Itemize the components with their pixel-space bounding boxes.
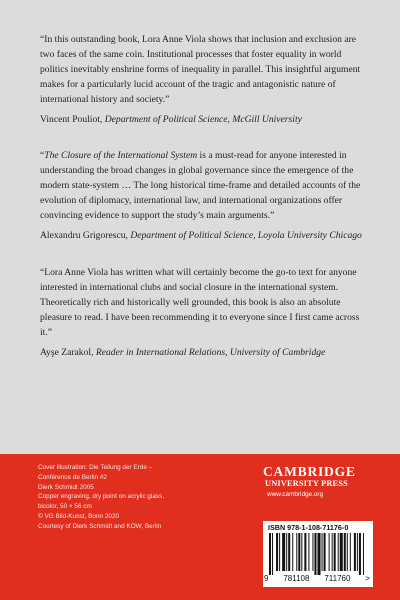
- barcode-bar: [279, 533, 280, 571]
- barcode-digit-group-right: 711760: [324, 574, 351, 583]
- reviewer-role-1: Department of Political Science, McGill University: [104, 114, 302, 125]
- review-quote-3-text: “Lora Anne Viola has written what will certainly become the go-to text for anyone interested in international clubs and social closure in the international system. Theoretically rich and historically well grounded, this book is also an absolute pleasure to read. I have been recommending it to everyone since I first came across it.”: [40, 267, 360, 338]
- barcode-bar: [317, 533, 320, 575]
- barcode-add-on: >: [365, 574, 370, 583]
- barcode-bars: [269, 533, 367, 575]
- credit-line: Dierk Schmidt 2005: [38, 483, 94, 491]
- barcode-bar: [354, 533, 356, 571]
- review-attribution-2: [40, 228, 370, 243]
- barcode-bar: [308, 533, 309, 571]
- barcode-bar: [296, 533, 297, 571]
- credit-line: bicolor, 50 × 56 cm: [38, 503, 92, 511]
- review-quote-1: [40, 32, 370, 107]
- review-quote-3: [40, 265, 370, 340]
- barcode-bar: [363, 533, 364, 575]
- reviewer-name-1: Vincent Pouliot,: [40, 114, 105, 125]
- reviewer-name-2: Alexandru Grigorescu,: [40, 230, 131, 241]
- cover-illustration-credits: [38, 463, 248, 532]
- reviews-section: [40, 32, 370, 360]
- publisher-name: CAMBRIDGE: [263, 464, 356, 479]
- barcode-digit-prefix: 9: [264, 574, 269, 583]
- review-attribution-3: [40, 345, 370, 360]
- credit-line: Conférence de Berlin #2: [38, 473, 107, 481]
- publisher-subtitle: UNIVERSITY PRESS: [265, 479, 348, 488]
- barcode-digit-group-left: 781108: [283, 574, 310, 583]
- reviewer-role-2: Department of Political Science, Loyola University Chicago: [130, 230, 362, 241]
- barcode-bar: [282, 533, 285, 571]
- barcode-bar: [332, 533, 333, 571]
- barcode-bar: [298, 533, 300, 571]
- review-quote-2: [40, 148, 370, 223]
- barcode-bar: [272, 533, 273, 575]
- credit-line: Copper engraving, dry point on acrylic glass,: [38, 493, 165, 501]
- review-quote-2-book-title: The Closure of the International System: [44, 150, 198, 161]
- barcode-bar: [286, 533, 287, 571]
- barcode-bar: [338, 533, 339, 571]
- barcode-digits: [263, 574, 373, 583]
- publisher-logo: [263, 465, 373, 499]
- review-attribution-1: [40, 112, 370, 127]
- barcode-bar: [288, 533, 290, 571]
- barcode-bar: [359, 533, 361, 575]
- barcode-bar: [292, 533, 293, 571]
- isbn-label: ISBN 978-1-108-71176-0: [268, 523, 349, 532]
- barcode-bar: [344, 533, 346, 571]
- barcode-bar: [314, 533, 316, 575]
- publisher-url: www.cambridge.org: [267, 491, 324, 498]
- credit-line: Cover illustration: Die Teilung der Erde –: [38, 464, 153, 471]
- barcode-bar: [329, 533, 330, 571]
- barcode-bar: [334, 533, 336, 571]
- review-quote-2-open: “: [40, 150, 45, 161]
- barcode-bar: [269, 533, 271, 575]
- barcode-bar: [350, 533, 351, 571]
- reviewer-name-3: Ayşe Zarakol,: [40, 347, 96, 358]
- credit-line: © VG Bild-Kunst, Bonn 2020: [38, 512, 120, 520]
- barcode-bar: [340, 533, 343, 571]
- review-quote-2-text: is a must-read for anyone interested in understanding the broad changes in global governance since the emergence of the modern state-system … The long historical time-frame and detailed accounts of the evolution of diplomacy, international law, and international organizations offer convincing evidence to support the study’s main arguments.”: [40, 150, 361, 221]
- review-quote-1-text: “In this outstanding book, Lora Anne Viola shows that inclusion and exclusion are two faces of the same coin. Institutional processes that foster equality in world politics inevitably enshrine forms of inequality in parallel. This insightful argument makes for a particularly lucid account of the tragic and antagonistic nature of international history and society.”: [40, 34, 361, 105]
- credit-line: Courtesy of Dierk Schmidt and KOW, Berlin: [38, 522, 162, 530]
- barcode-bar: [276, 533, 278, 571]
- barcode-bar: [322, 533, 323, 571]
- barcode-bar: [301, 533, 302, 571]
- reviewer-role-3: Reader in International Relations, University of Cambridge: [95, 347, 326, 358]
- isbn-barcode: [263, 521, 373, 587]
- barcode-bar: [324, 533, 326, 571]
- barcode-bar: [347, 533, 348, 571]
- barcode-bar: [304, 533, 306, 571]
- barcode-bar: [312, 533, 313, 571]
- barcode-bar: [357, 533, 358, 571]
